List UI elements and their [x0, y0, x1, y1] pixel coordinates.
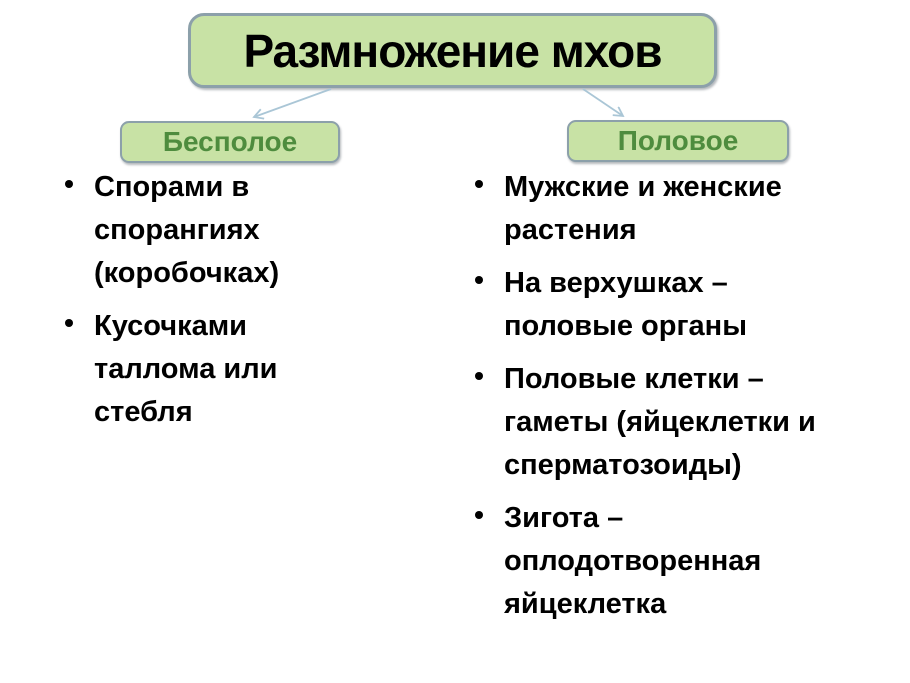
list-item	[56, 166, 346, 295]
asexual-bullet-list	[56, 166, 346, 444]
list-item-text: Кусочками таллома или стебля	[94, 310, 278, 428]
sexual-bullet-list	[466, 166, 838, 636]
branch-box-sexual	[567, 120, 789, 162]
title-box	[188, 13, 717, 88]
branch-box-asexual	[120, 121, 340, 163]
arrow-to-asexual-icon	[254, 89, 331, 117]
branch-label-sexual: Половое	[617, 125, 739, 156]
list-item-text: Зигота – оплодотворенная яйцеклетка	[504, 502, 762, 620]
page-title: Размножение мхов	[243, 24, 662, 77]
list-item-text: Спорами в спорангиях (коробочках)	[94, 171, 280, 289]
list-item	[466, 262, 838, 348]
list-item	[56, 305, 346, 434]
list-item	[466, 166, 838, 252]
list-item	[466, 497, 838, 626]
branch-label-asexual: Бесполое	[162, 126, 298, 157]
list-item-text: Мужские и женские растения	[504, 171, 782, 246]
arrow-to-sexual-icon	[583, 89, 623, 116]
list-item-text: На верхушках – половые органы	[504, 267, 747, 342]
list-item	[466, 358, 838, 487]
list-item-text: Половые клетки – гаметы (яйцеклетки и сперматозоиды)	[504, 363, 816, 481]
